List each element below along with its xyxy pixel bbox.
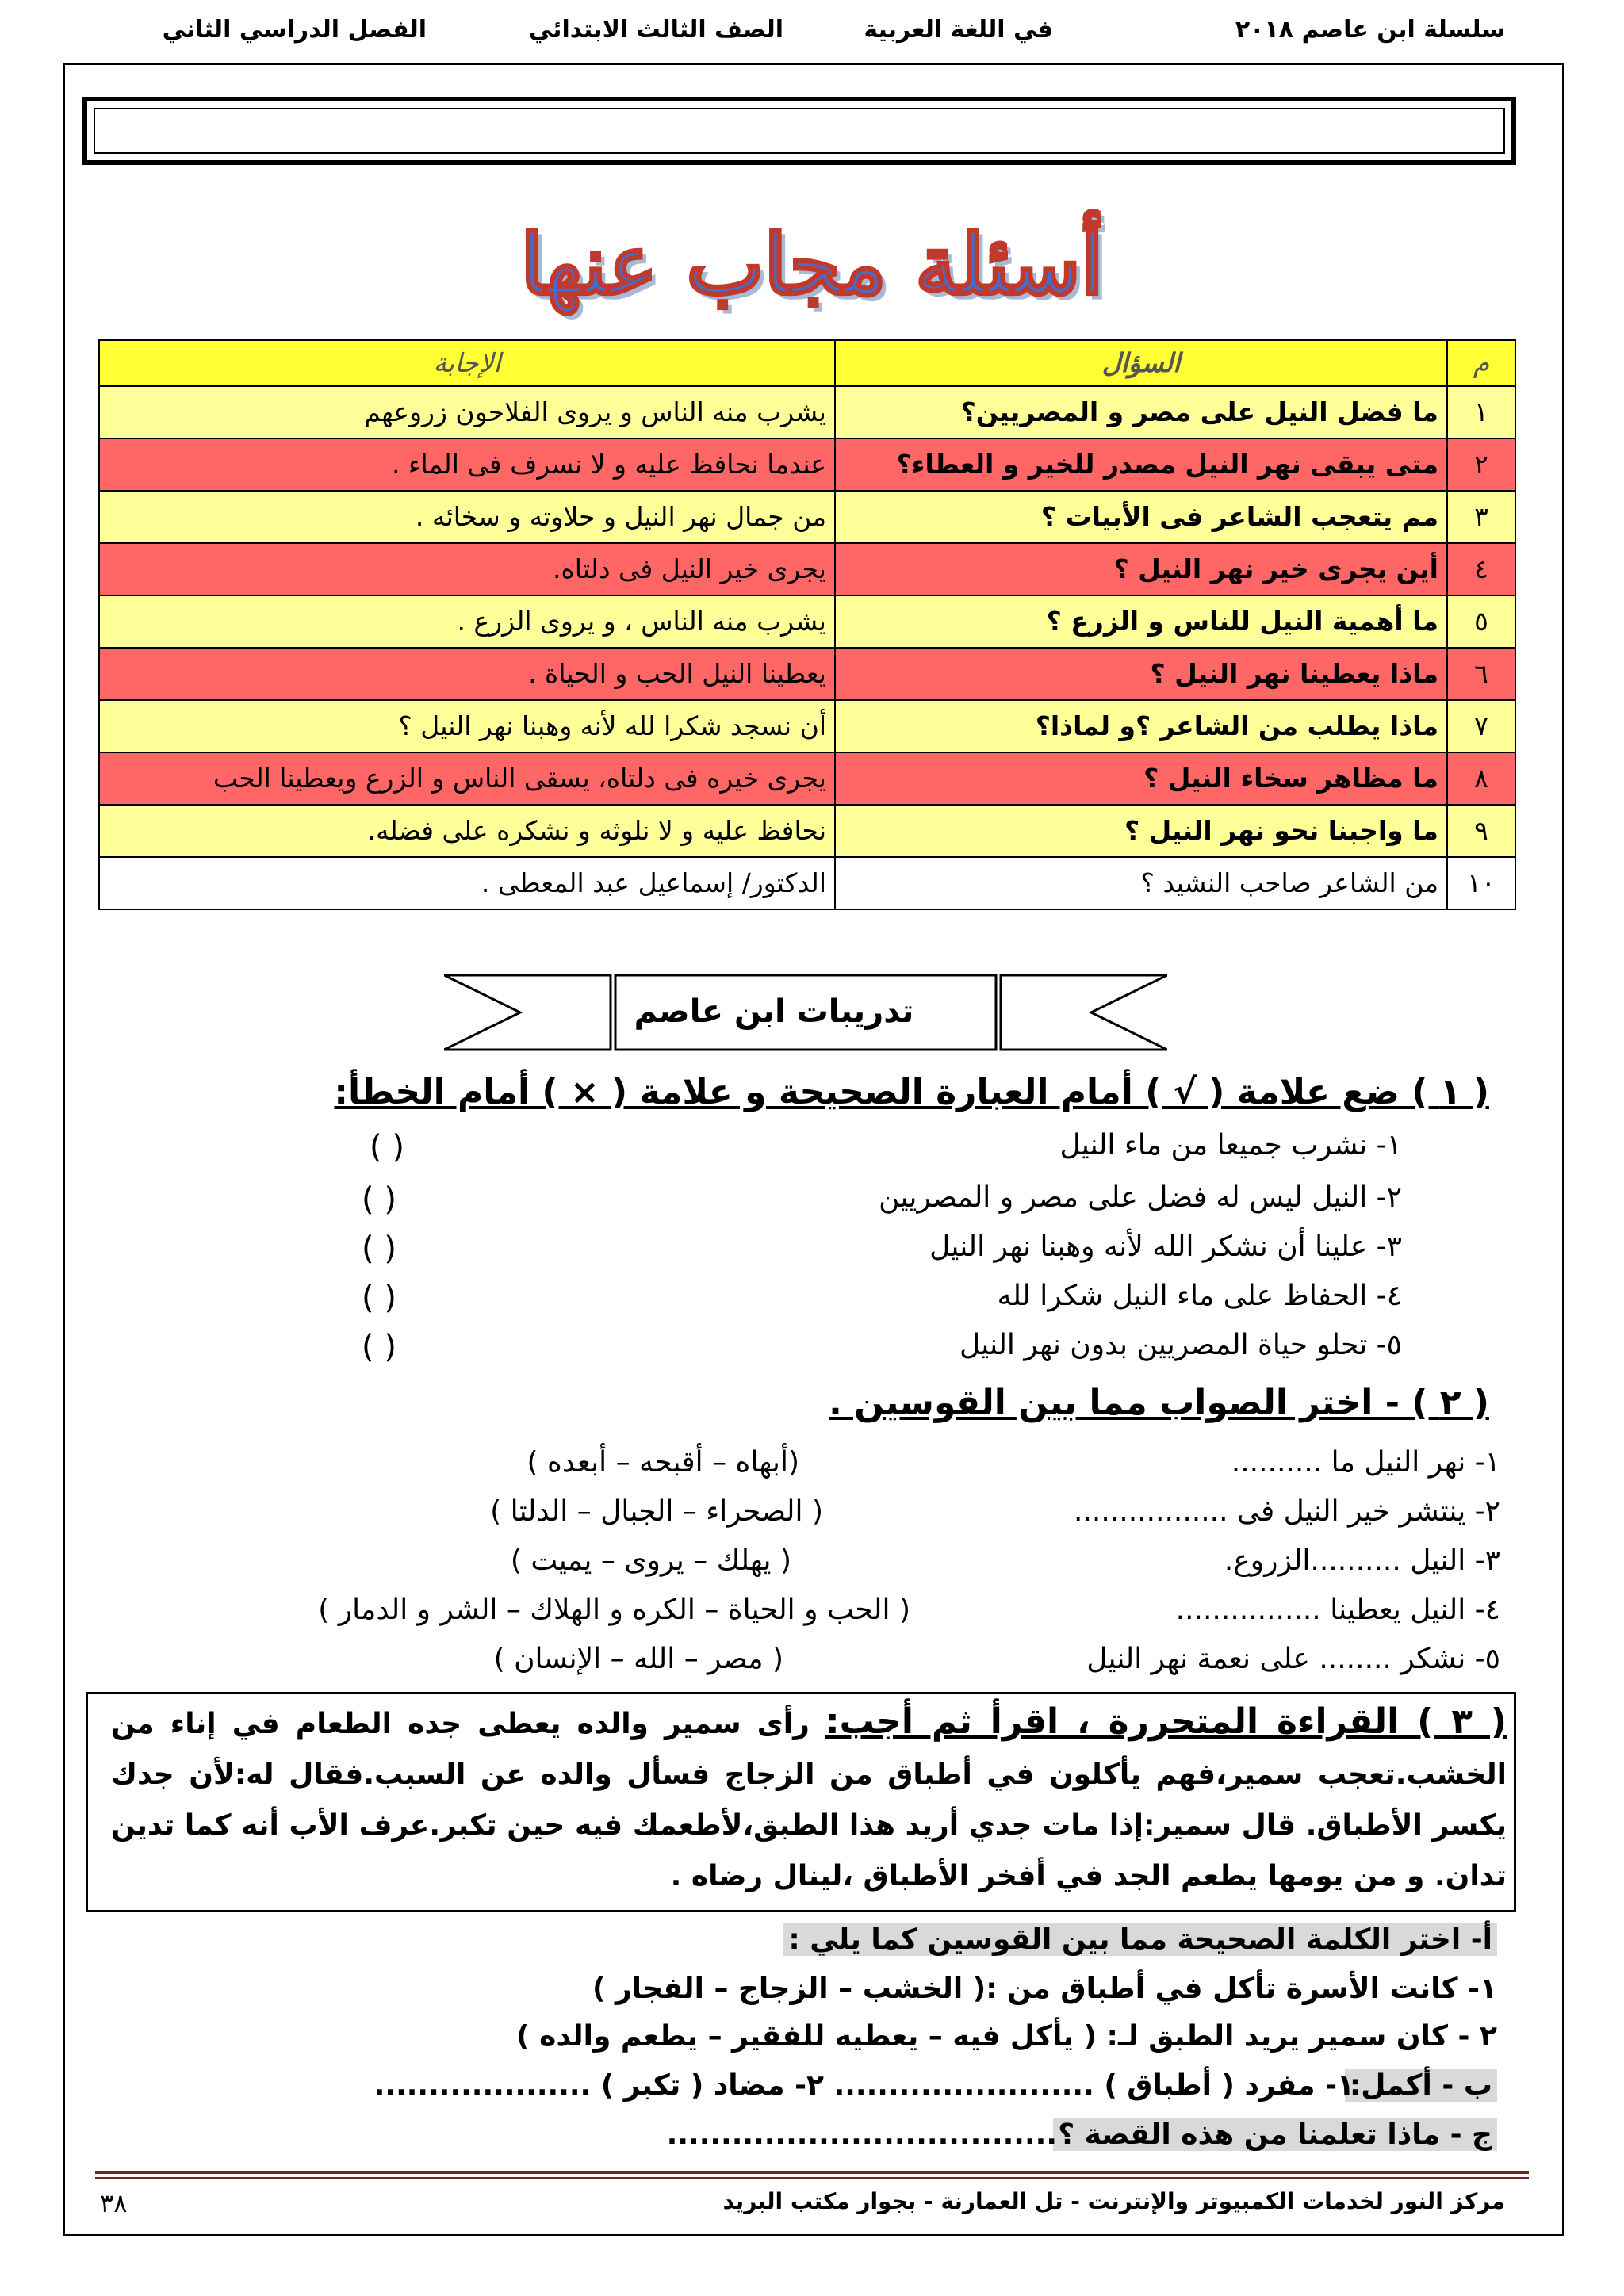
footer-rule bbox=[95, 2177, 1529, 2179]
series-label: سلسلة ابن عاصم ٢٠١٨ bbox=[1235, 16, 1505, 44]
row-question: من الشاعر صاحب النشيد ؟ bbox=[835, 857, 1447, 909]
answer-bracket[interactable]: ( ) bbox=[362, 1329, 396, 1365]
row-question: ماذا يعطينا نهر النيل ؟ bbox=[835, 648, 1447, 700]
row-num: ٤ bbox=[1447, 543, 1515, 595]
page-title: أسئلة مجاب عنها bbox=[520, 216, 1104, 313]
table-row bbox=[99, 857, 1515, 909]
choice-question: ١- نهر النيل ما .......... bbox=[1231, 1446, 1500, 1479]
row-question: ما فضل النيل على مصر و المصريين؟ bbox=[835, 386, 1447, 438]
row-question: ما مظاهر سخاء النيل ؟ bbox=[835, 752, 1447, 805]
choice-options: (أبهاه – أقبحه – أبعده ) bbox=[527, 1446, 799, 1479]
footer-rule bbox=[95, 2171, 1529, 2174]
table-row bbox=[99, 543, 1515, 595]
table-row bbox=[99, 491, 1515, 543]
row-num: ١ bbox=[1447, 386, 1515, 438]
qa-table bbox=[98, 339, 1516, 910]
answer-bracket[interactable]: ( ) bbox=[362, 1181, 396, 1218]
question-b-label: ب - أكمل: bbox=[1345, 2069, 1497, 2102]
reading-passage bbox=[111, 1697, 1507, 1902]
grade-label: الصف الثالث الابتدائي bbox=[528, 16, 783, 44]
table-row bbox=[99, 386, 1515, 438]
page-header bbox=[82, 97, 1516, 165]
row-answer: يجرى خير النيل فى دلتاه. bbox=[99, 543, 835, 595]
choice-question: ٣- النيل ..........الزروع. bbox=[1224, 1544, 1500, 1577]
tf-item: ١- نشرب جميعا من ماء النيل bbox=[1059, 1129, 1402, 1161]
question-a2: ٢ - كان سمير يريد الطبق لـ: ( يأكل فيه – يعطيه للفقير – يطعم والده ) bbox=[516, 2020, 1497, 2053]
row-num: ٢ bbox=[1447, 438, 1515, 491]
tf-item: ٥- تحلو حياة المصريين بدون نهر النيل bbox=[959, 1329, 1402, 1361]
answer-bracket[interactable]: ( ) bbox=[370, 1129, 404, 1165]
row-question: أين يجرى خير نهر النيل ؟ bbox=[835, 543, 1447, 595]
table-row bbox=[99, 700, 1515, 752]
header-question: السؤال bbox=[835, 340, 1447, 386]
section1-title: ( ١ ) ضع علامة ( √ ) أمام العبارة الصحيحة و علامة ( × ) أمام الخطأ: bbox=[334, 1072, 1489, 1112]
row-question: مم يتعجب الشاعر فى الأبيات ؟ bbox=[835, 491, 1447, 543]
row-answer: يعطينا النيل الحب و الحياة . bbox=[99, 648, 835, 700]
choice-options: ( الصحراء – الجبال – الدلتا ) bbox=[490, 1495, 823, 1528]
row-answer: عندما نحافظ عليه و لا نسرف فى الماء . bbox=[99, 438, 835, 491]
table-header-row bbox=[99, 340, 1515, 386]
row-num: ٦ bbox=[1447, 648, 1515, 700]
row-question: ما أهمية النيل للناس و الزرع ؟ bbox=[835, 595, 1447, 648]
choice-question: ٥- نشكر ........ على نعمة نهر النيل bbox=[1086, 1643, 1500, 1675]
choice-question: ٢- ينتشر خير النيل فى ................. bbox=[1074, 1495, 1500, 1528]
row-answer: أن نسجد شكرا لله لأنه وهبنا نهر النيل ؟ bbox=[99, 700, 835, 752]
section2-title: ( ٢ ) - اختر الصواب مما بين القوسين . bbox=[829, 1383, 1489, 1423]
subject-label: في اللغة العربية bbox=[864, 16, 1053, 44]
question-c-answer[interactable]: .................................... bbox=[666, 2118, 1057, 2151]
row-question: ماذا يطلب من الشاعر ؟و لماذا؟ bbox=[835, 700, 1447, 752]
row-answer: يشرب منه الناس و يروى الفلاحون زروعهم bbox=[99, 386, 835, 438]
table-row bbox=[99, 752, 1515, 805]
row-num: ٧ bbox=[1447, 700, 1515, 752]
question-a-title: أ- اختر الكلمة الصحيحة مما بين القوسين كما يلي : bbox=[783, 1923, 1497, 1956]
row-answer: الدكتور/ إسماعيل عبد المعطى . bbox=[99, 857, 835, 909]
row-num: ٨ bbox=[1447, 752, 1515, 805]
tf-item: ٤- الحفاظ على ماء النيل شكرا لله bbox=[997, 1280, 1402, 1312]
footer-center: مركز النور لخدمات الكمبيوتر والإنترنت - تل العمارنة - بجوار مكتب البريد bbox=[722, 2188, 1505, 2214]
reading-text: رأى سمير والده يعطى جده الطعام في إناء من الخشب.تعجب سمير،فهم يأكلون في أطباق من الزجاج فسأل والده عن السبب.فقال له:لأن جدك يكسر الأطباق. قال سمير:إذا مات جدي أريد هذا الطبق،لأطعمك فيه حين تكبر.عرف الأب أنه كما تدين تدان. و من يومها يطعم الجد في أفخر الأطباق ،لينال رضاه . bbox=[111, 1708, 1507, 1892]
table-row bbox=[99, 438, 1515, 491]
table-row bbox=[99, 595, 1515, 648]
row-num: ٩ bbox=[1447, 805, 1515, 857]
header-num: م bbox=[1447, 340, 1515, 386]
tf-item: ٢- النيل ليس له فضل على مصر و المصريين bbox=[879, 1181, 1402, 1214]
choice-options: ( مصر – الله – الإنسان ) bbox=[493, 1643, 783, 1675]
row-answer: من جمال نهر النيل و حلاوته و سخائه . bbox=[99, 491, 835, 543]
answer-bracket[interactable]: ( ) bbox=[362, 1230, 396, 1267]
table-row bbox=[99, 648, 1515, 700]
section3-title: ( ٣ ) القراءة المتحررة ، اقرأ ثم أجب: bbox=[825, 1701, 1507, 1742]
header-answer: الإجابة bbox=[99, 340, 835, 386]
row-num: ١٠ bbox=[1447, 857, 1515, 909]
question-a1: ١- كانت الأسرة تأكل في أطباق من :( الخشب – الزجاج – الفجار ) bbox=[592, 1973, 1497, 2005]
row-num: ٣ bbox=[1447, 491, 1515, 543]
tf-item: ٣- علينا أن نشكر الله لأنه وهبنا نهر النيل bbox=[929, 1230, 1402, 1263]
question-c-label: ج - ماذا تعلمنا من هذه القصة ؟ bbox=[1053, 2118, 1497, 2151]
term-label: الفصل الدراسي الثاني bbox=[162, 16, 427, 44]
choice-options: ( يهلك – يروى – يميت ) bbox=[510, 1544, 791, 1577]
row-question: ما واجبنا نحو نهر النيل ؟ bbox=[835, 805, 1447, 857]
answer-bracket[interactable]: ( ) bbox=[362, 1280, 396, 1316]
row-question: متى يبقى نهر النيل مصدر للخير و العطاء؟ bbox=[835, 438, 1447, 491]
page-number: ٣٨ bbox=[100, 2188, 128, 2218]
choice-question: ٤- النيل يعطينا ................ bbox=[1175, 1594, 1500, 1626]
question-b-text[interactable]: ١- مفرد ( أطباق ) ........................ ٢- مضاد ( تكبر ) .................... bbox=[373, 2069, 1354, 2102]
banner-label: تدريبات ابن عاصم bbox=[634, 993, 914, 1030]
row-answer: يشرب منه الناس ، و يروى الزرع . bbox=[99, 595, 835, 648]
row-answer: يجرى خيره فى دلتاه، يسقى الناس و الزرع ويعطينا الحب bbox=[99, 752, 835, 805]
row-num: ٥ bbox=[1447, 595, 1515, 648]
choice-options: ( الحب و الحياة – الكره و الهلاك – الشر و الدمار ) bbox=[318, 1594, 910, 1626]
row-answer: نحافظ عليه و لا نلوثه و نشكره على فضله. bbox=[99, 805, 835, 857]
table-row bbox=[99, 805, 1515, 857]
